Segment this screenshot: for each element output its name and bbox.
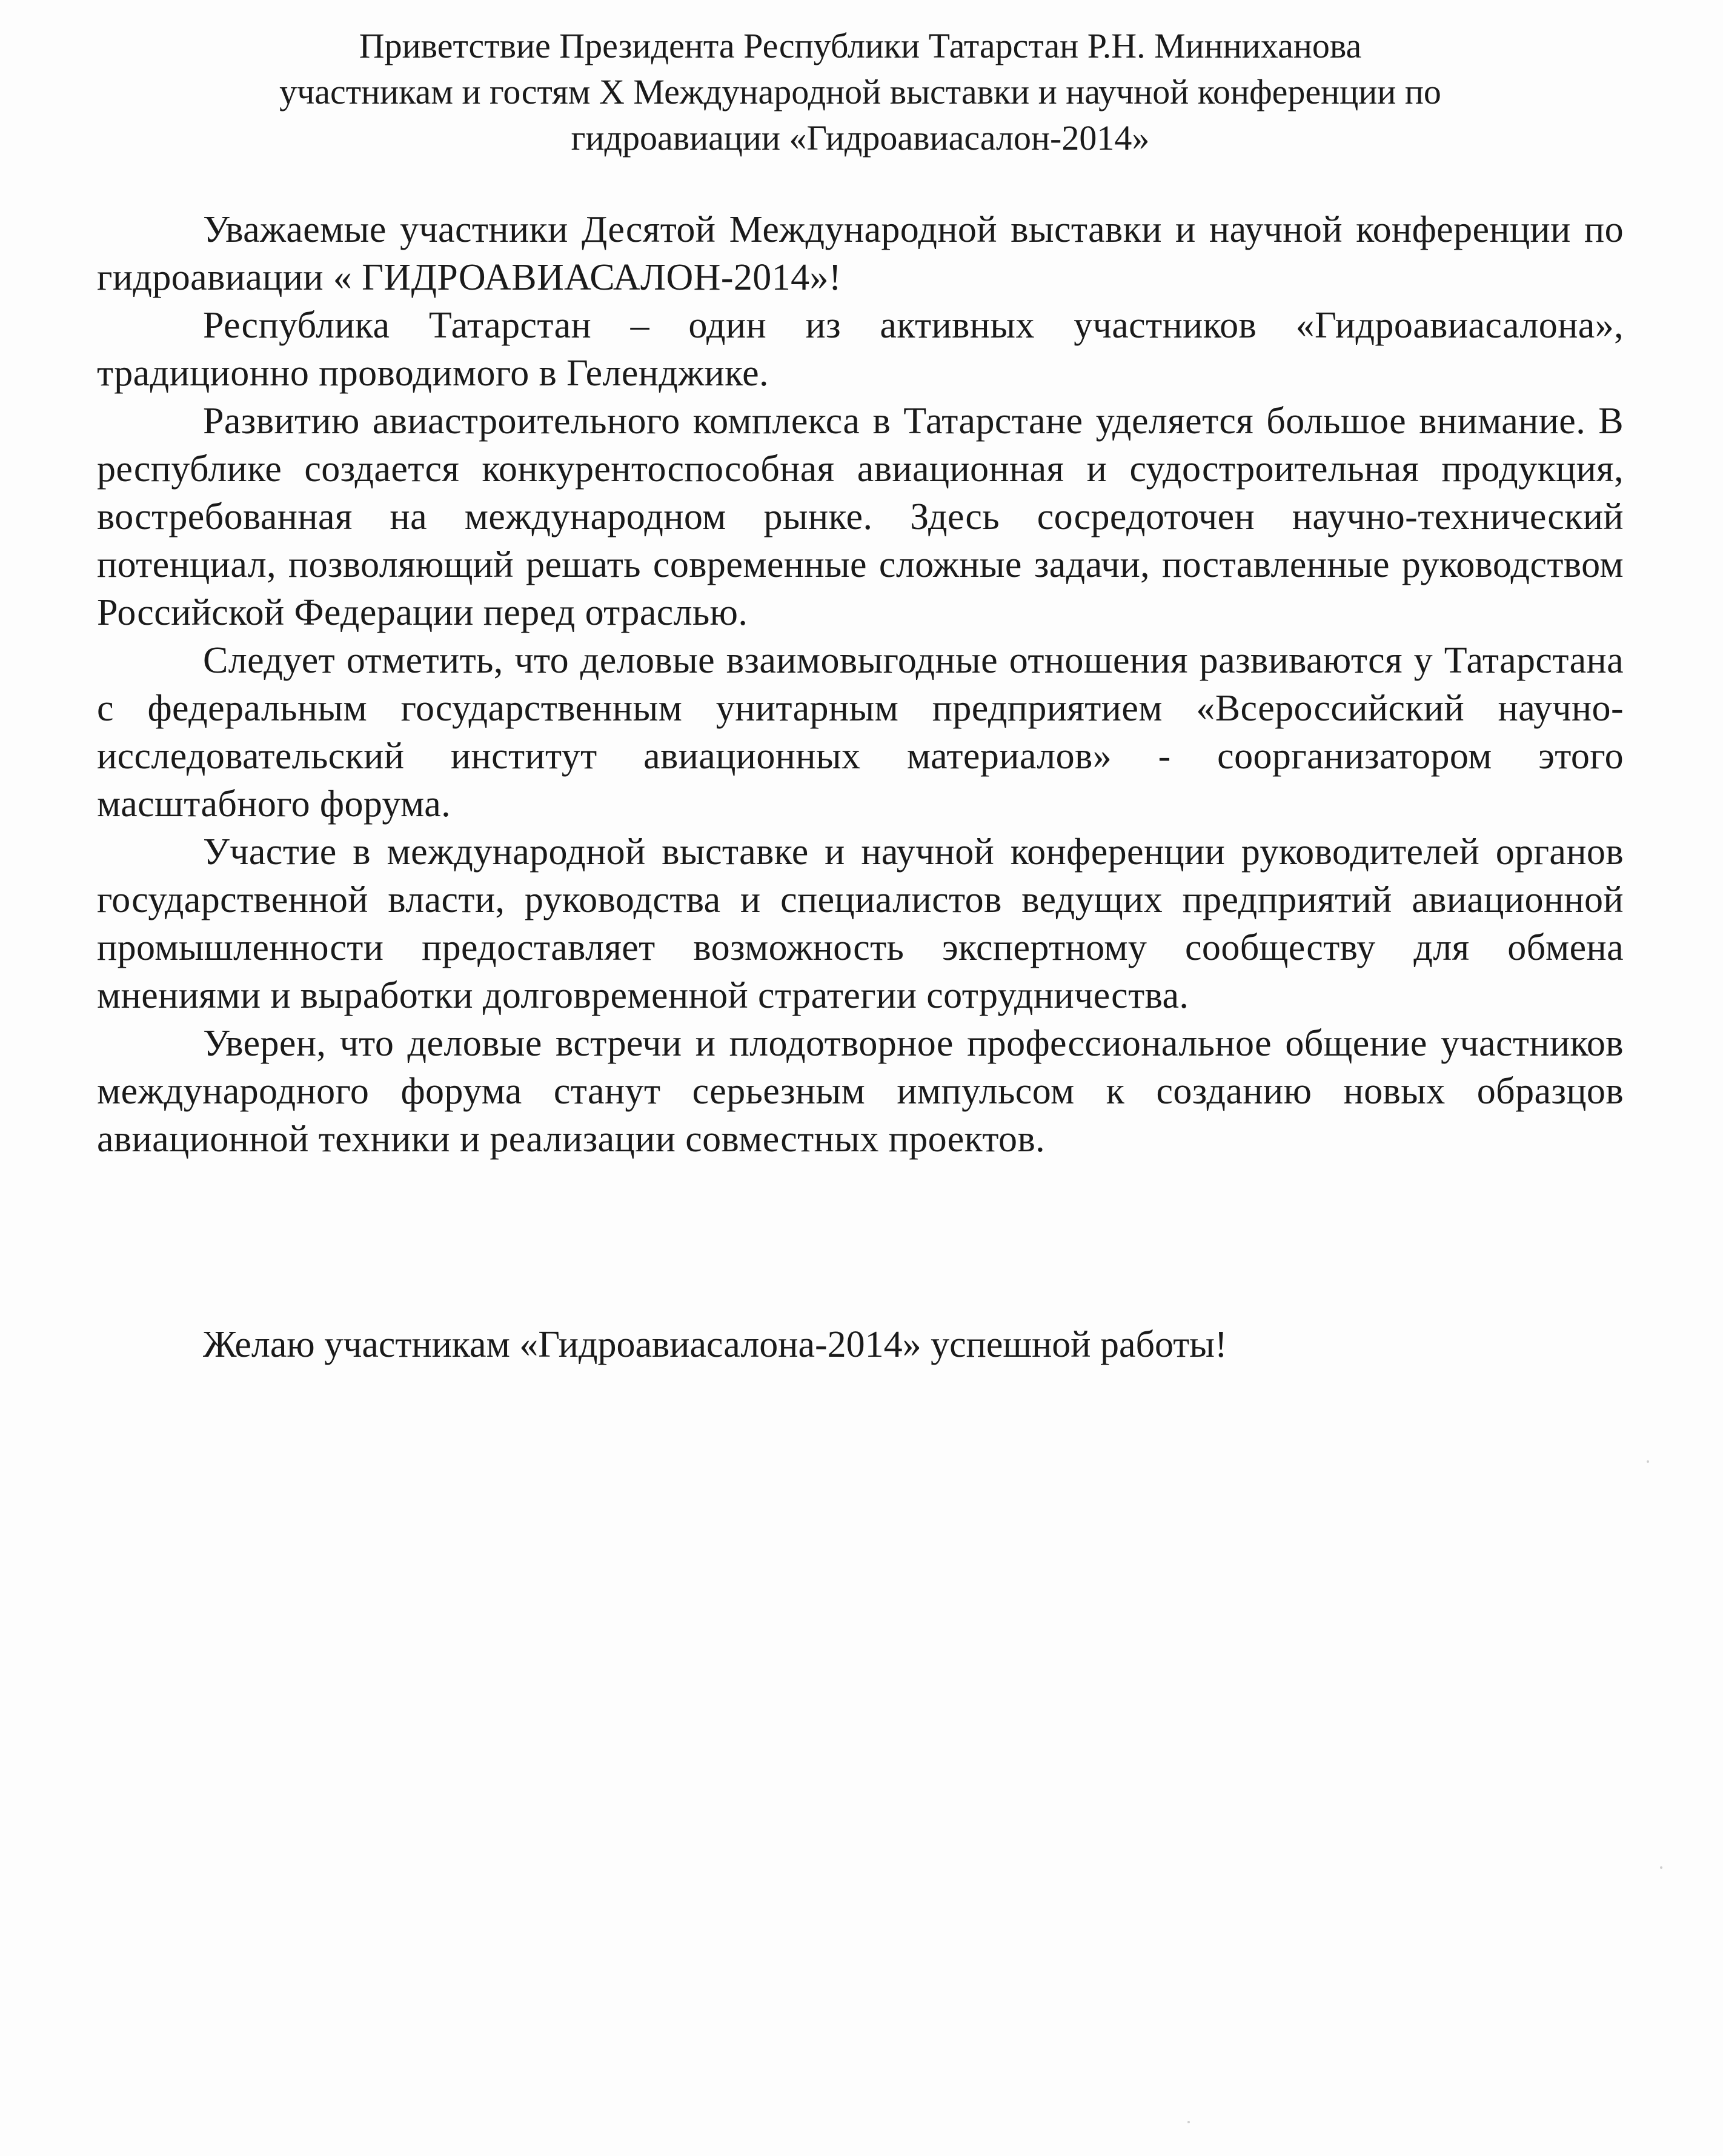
heading-line-3: гидроавиации «Гидроавиасалон-2014» xyxy=(571,118,1150,158)
document-heading xyxy=(200,23,1521,161)
scan-speck xyxy=(1187,2121,1190,2123)
paragraph-participant: Республика Татарстан – один из активных участников «Гидроавиасалона», традиционно проводимого в Геленджике. xyxy=(97,305,1624,394)
scan-speck xyxy=(1647,1460,1649,1463)
paragraph-participation: Участие в международной выставке и научной конференции руководителей органов государственной власти, руководства и специалистов ведущих предприятий авиационной промышленности предоставляет возможность экспертному сообществу для обмена мнениями и выработки долговременной стратегии сотрудничества. xyxy=(97,831,1624,1016)
document-body xyxy=(97,206,1624,1163)
paragraph-confidence: Уверен, что деловые встречи и плодотворное профессиональное общение участников международного форума станут серьезным импульсом к созданию новых образцов авиационной техники и реализации совместных проектов. xyxy=(97,1023,1624,1160)
paragraph-aviation-development: Развитию авиастроительного комплекса в Татарстане уделяется большое внимание. В республике создается конкурентоспособная авиационная и судостроительная продукция, востребованная на международном рынке. Здесь сосредоточен научно-технический потенциал, позволяющий решать современные сложные задачи, поставленные руководством Российской Федерации перед отраслью. xyxy=(97,401,1624,633)
heading-line-1: Приветствие Президента Республики Татарстан Р.Н. Минниханова xyxy=(359,26,1362,65)
paragraph-partnership: Следует отметить, что деловые взаимовыгодные отношения развиваются у Татарстана с федеральным государственным унитарным предприятием «Всероссийский научно-исследовательский институт авиационных материалов» - соорганизатором этого масштабного форума. xyxy=(97,640,1624,825)
heading-line-2: участникам и гостям X Международной выставки и научной конференции по xyxy=(279,72,1441,111)
paragraph-greeting: Уважаемые участники Десятой Международной выставки и научной конференции по гидроавиации « ГИДРОАВИАСАЛОН-2014»! xyxy=(97,209,1624,298)
closing-wish: Желаю участникам «Гидроавиасалона-2014» успешной работы! xyxy=(203,1324,1227,1365)
scan-speck xyxy=(1660,1866,1662,1869)
